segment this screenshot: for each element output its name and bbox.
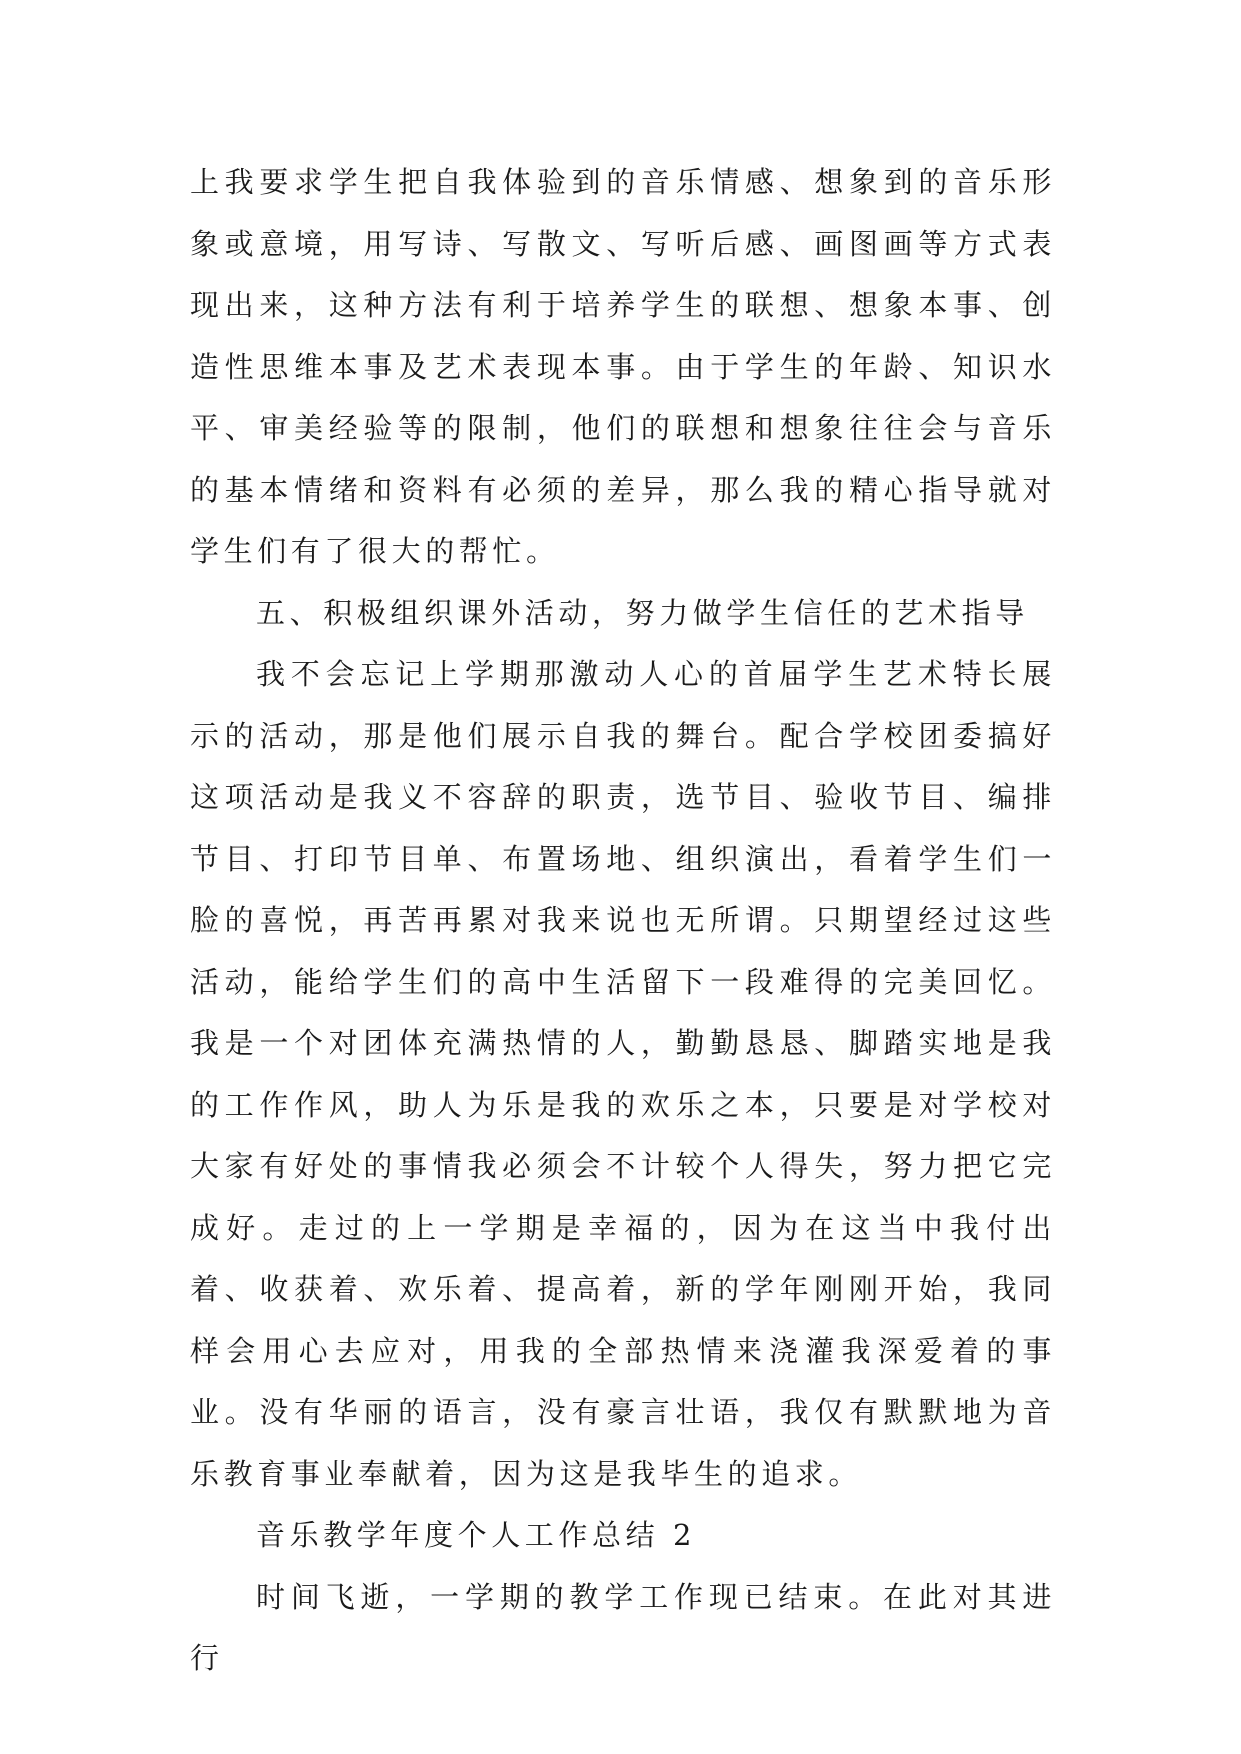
- section-heading: 五、积极组织课外活动，努力做学生信任的艺术指导: [256, 595, 1029, 630]
- body-paragraph: 上我要求学生把自我体验到的音乐情感、想象到的音乐形象或意境，用写诗、写散文、写听后感、画图画等方式表现出来，这种方法有利于培养学生的联想、想象本事、创造性思维本事及艺术表现本事。由于学生的年龄、知识水平、审美经验等的限制，他们的联想和想象往往会与音乐的基本情绪和资料有必须的差异，那么我的精心指导就对学生们有了很大的帮忙。: [190, 165, 1056, 568]
- article-title: 音乐教学年度个人工作总结 2: [256, 1518, 697, 1552]
- body-paragraph: 时间飞逝，一学期的教学工作现已结束。在此对其进行: [190, 1579, 1056, 1675]
- document-page: [190, 152, 1056, 1690]
- body-paragraph: 我不会忘记上学期那激动人心的首届学生艺术特长展示的活动，那是他们展示自我的舞台。配合学校团委搞好这项活动是我义不容辞的职责，选节目、验收节目、编排节目、打印节目单、布置场地、组织演出，看着学生们一脸的喜悦，再苦再累对我来说也无所谓。只期望经过这些活动，能给学生们的高中生活留下一段难得的完美回忆。我是一个对团体充满热情的人，勤勤恳恳、脚踏实地是我的工作作风，助人为乐是我的欢乐之本，只要是对学校对大家有好处的事情我必须会不计较个人得失，努力把它完成好。走过的上一学期是幸福的，因为在这当中我付出着、收获着、欢乐着、提高着，新的学年刚刚开始，我同样会用心去应对，用我的全部热情来浇灌我深爱着的事业。没有华丽的语言，没有豪言壮语，我仅有默默地为音乐教育事业奉献着，因为这是我毕生的追求。: [190, 657, 1056, 1491]
